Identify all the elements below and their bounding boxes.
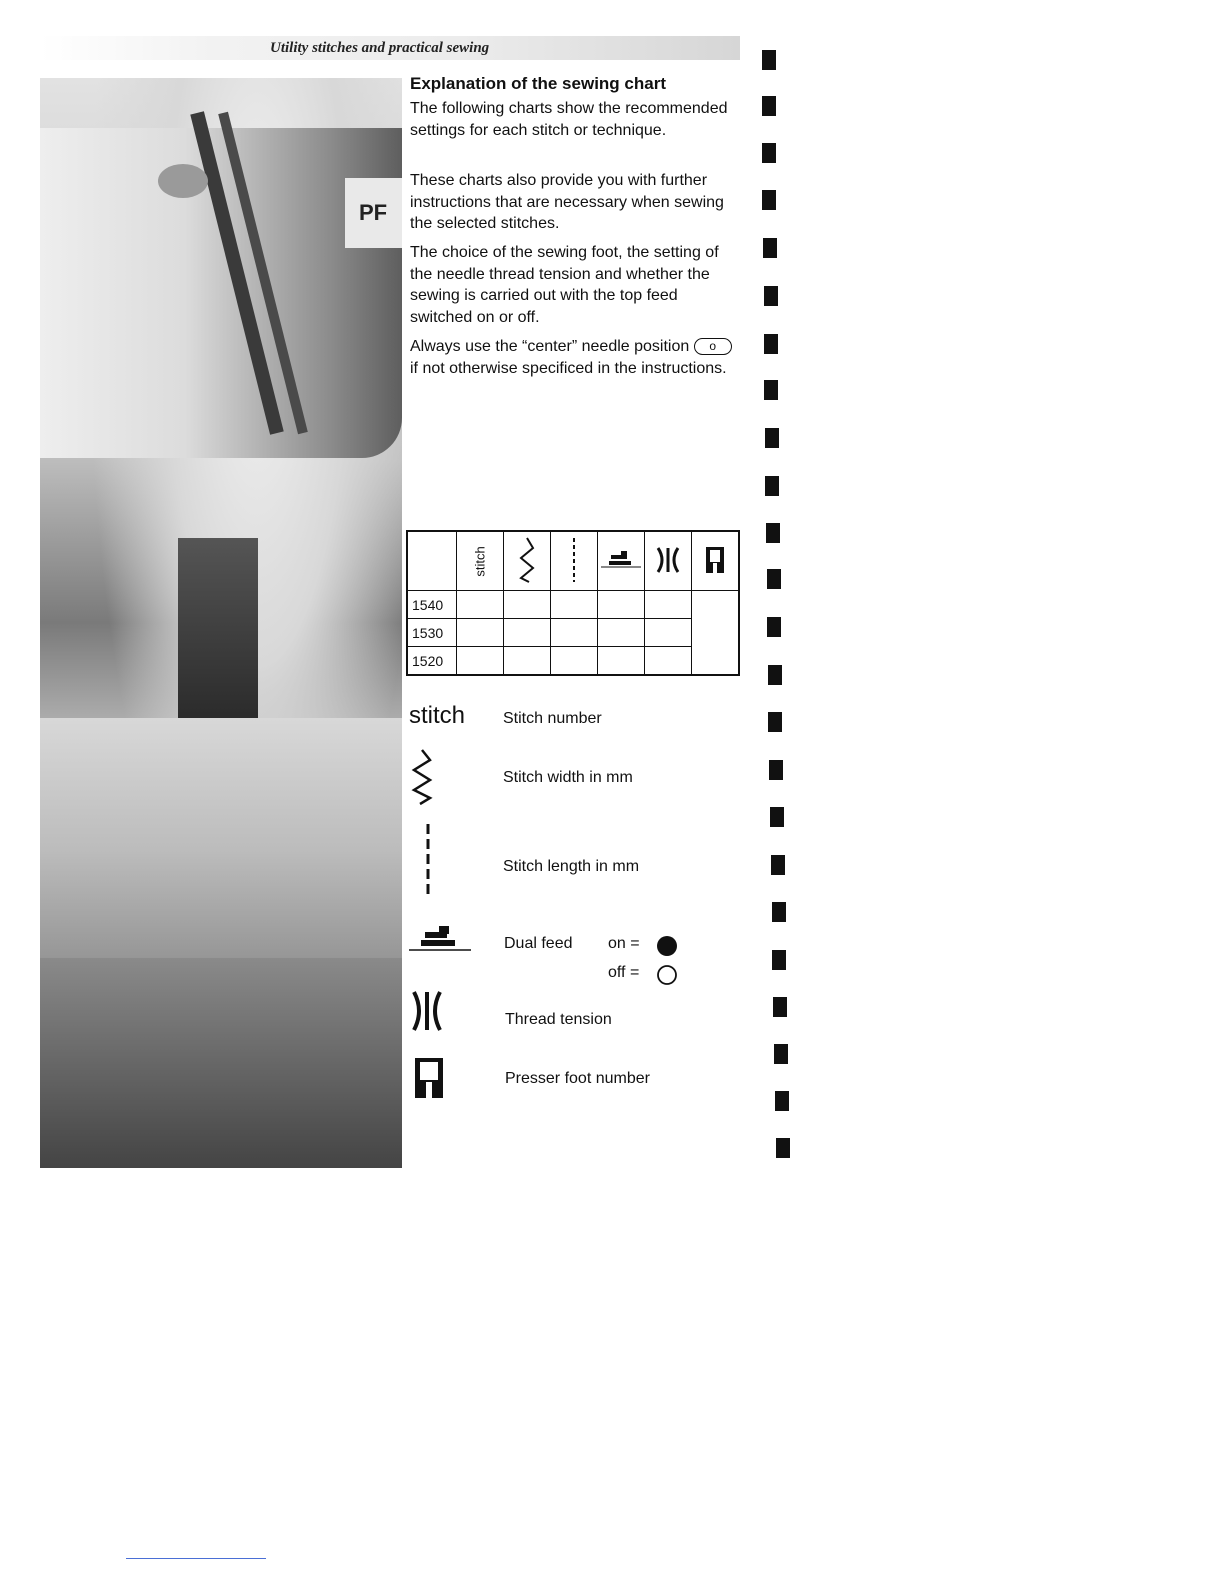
brand-badge xyxy=(345,178,402,248)
thread-tension-icon xyxy=(654,546,682,574)
sewing-chart-table xyxy=(406,530,740,676)
table-row xyxy=(407,591,739,619)
presser-foot-icon xyxy=(413,1056,445,1100)
cell xyxy=(504,619,551,647)
legend-stitch-number: Stitch number xyxy=(503,710,602,727)
thumb-tab xyxy=(768,712,782,732)
thumb-tab xyxy=(762,96,776,116)
filled-circle-icon xyxy=(656,935,678,957)
thumb-tab xyxy=(762,50,776,70)
paragraph-needle-position xyxy=(410,336,740,379)
footer-rule xyxy=(126,1558,266,1559)
table-row xyxy=(407,619,739,647)
paragraph: The choice of the sewing foot, the setting of the needle thread tension and whether the sewing is carried out with the top feed switched on or off. xyxy=(410,244,719,326)
legend-stitch-word: stitch xyxy=(409,702,466,729)
thumb-tab xyxy=(764,334,778,354)
legend-stitch-width: Stitch width in mm xyxy=(503,769,633,786)
cell xyxy=(645,647,692,676)
header-presser-foot xyxy=(692,531,740,591)
needle-text-after: if not otherwise specificed in the instructions. xyxy=(410,359,727,377)
row-code: 1540 xyxy=(407,591,457,619)
thumb-tab xyxy=(765,428,779,448)
cell xyxy=(457,619,504,647)
thumb-tab xyxy=(772,902,786,922)
cell xyxy=(457,647,504,676)
stitch-width-icon xyxy=(517,536,537,584)
thread-tension-icon xyxy=(410,990,444,1032)
thumb-tab xyxy=(768,665,782,685)
thumb-tab xyxy=(762,190,776,210)
cell xyxy=(598,619,645,647)
cell xyxy=(504,647,551,676)
thumb-tab xyxy=(776,1138,790,1158)
dual-feed-icon xyxy=(409,924,471,958)
section-title: Explanation of the sewing chart xyxy=(410,74,666,93)
thumb-tab xyxy=(765,476,779,496)
thumb-tab xyxy=(762,143,776,163)
thumb-tab xyxy=(773,997,787,1017)
thumb-tab xyxy=(767,617,781,637)
legend-thread-tension: Thread tension xyxy=(505,1011,612,1028)
header-stitch-length xyxy=(551,531,598,591)
sewing-machine-photo xyxy=(40,78,402,1168)
thumb-tab xyxy=(775,1091,789,1111)
empty-circle-icon xyxy=(656,964,678,986)
header-title: Utility stitches and practical sewing xyxy=(270,40,490,56)
thumb-tab xyxy=(764,286,778,306)
thumb-tab xyxy=(764,380,778,400)
cell-presser-foot xyxy=(692,591,740,676)
cell xyxy=(645,619,692,647)
cell xyxy=(598,647,645,676)
header-stitch xyxy=(457,531,504,591)
row-code: 1530 xyxy=(407,619,457,647)
header-dual-feed xyxy=(598,531,645,591)
cell xyxy=(551,647,598,676)
cell xyxy=(645,591,692,619)
stitch-width-icon xyxy=(410,748,436,806)
logo-icon xyxy=(158,164,208,198)
legend-off-label: off = xyxy=(608,964,640,981)
row-code: 1520 xyxy=(407,647,457,676)
stitch-length-icon xyxy=(569,536,579,584)
cell xyxy=(504,591,551,619)
thumb-tab xyxy=(772,950,786,970)
needle-text-before: Always use the “center” needle position xyxy=(410,338,690,355)
machine-base xyxy=(40,958,402,1168)
cell xyxy=(551,591,598,619)
legend-stitch-length: Stitch length in mm xyxy=(503,858,640,875)
legend-dual-feed: Dual feed xyxy=(504,935,573,952)
paragraph: The following charts show the recommended settings for each stitch or technique. xyxy=(410,100,728,139)
brand-badge-text: PF xyxy=(359,200,388,225)
thumb-tab xyxy=(769,760,783,780)
dual-feed-icon xyxy=(601,549,641,571)
presser-foot-icon xyxy=(704,545,726,575)
center-needle-position-icon: o xyxy=(694,338,732,355)
thumb-tab xyxy=(771,855,785,875)
legend-presser-foot: Presser foot number xyxy=(505,1070,650,1087)
header-thread-tension xyxy=(645,531,692,591)
thumb-tab xyxy=(767,569,781,589)
table-row xyxy=(407,647,739,676)
thumb-tab xyxy=(763,238,777,258)
cell xyxy=(598,591,645,619)
cell xyxy=(457,591,504,619)
paragraph: These charts also provide you with further instructions that are necessary when sewing the selected stitches. xyxy=(410,172,724,232)
stitch-length-icon xyxy=(423,822,433,900)
cell xyxy=(551,619,598,647)
header-stitch-width xyxy=(504,531,551,591)
legend-on-label: on = xyxy=(608,935,640,952)
header-stitch-label: stitch xyxy=(472,545,488,577)
thumb-tab xyxy=(770,807,784,827)
header-blank xyxy=(407,531,457,591)
chart-header-row xyxy=(407,531,739,591)
thumb-tab xyxy=(766,523,780,543)
thumb-tab xyxy=(774,1044,788,1064)
